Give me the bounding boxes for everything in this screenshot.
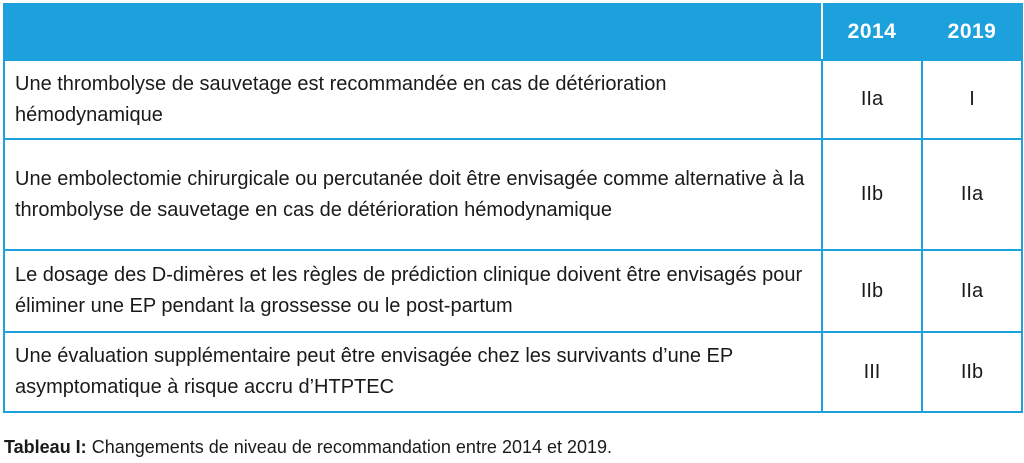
level-2014: IIb	[822, 139, 922, 250]
table-row	[4, 139, 1022, 250]
level-2019: I	[922, 60, 1022, 139]
table-header	[4, 4, 1022, 60]
level-2014: IIa	[822, 60, 922, 139]
table-row	[4, 60, 1022, 139]
level-2014: III	[822, 332, 922, 412]
caption-label: Tableau I:	[4, 437, 87, 457]
level-2019: IIa	[922, 250, 1022, 332]
header-blank-cell	[4, 4, 822, 60]
recommendation-table	[3, 3, 1023, 413]
header-year-2014: 2014	[822, 4, 922, 60]
table-body	[4, 60, 1022, 412]
recommendation-text: Le dosage des D-dimères et les règles de prédiction clinique doivent être envisagés pour éliminer une EP pendant la grossesse ou le post-partum	[4, 250, 822, 332]
recommendation-text: Une embolectomie chirurgicale ou percutanée doit être envisagée comme alternative à la thrombolyse de sauvetage en cas de détérioration hémodynamique	[4, 139, 822, 250]
header-year-2019: 2019	[922, 4, 1022, 60]
level-2014: IIb	[822, 250, 922, 332]
caption-text: Changements de niveau de recommandation entre 2014 et 2019.	[86, 437, 613, 457]
recommendation-text: Une thrombolyse de sauvetage est recommandée en cas de détérioration hémodynamique	[4, 60, 822, 139]
level-2019: IIa	[922, 139, 1022, 250]
table-caption	[4, 437, 612, 458]
table-row	[4, 250, 1022, 332]
recommendation-text: Une évaluation supplémentaire peut être envisagée chez les survivants d’une EP asymptomatique à risque accru d’HTPTEC	[4, 332, 822, 412]
header-row	[4, 4, 1022, 60]
table-row	[4, 332, 1022, 412]
level-2019: IIb	[922, 332, 1022, 412]
